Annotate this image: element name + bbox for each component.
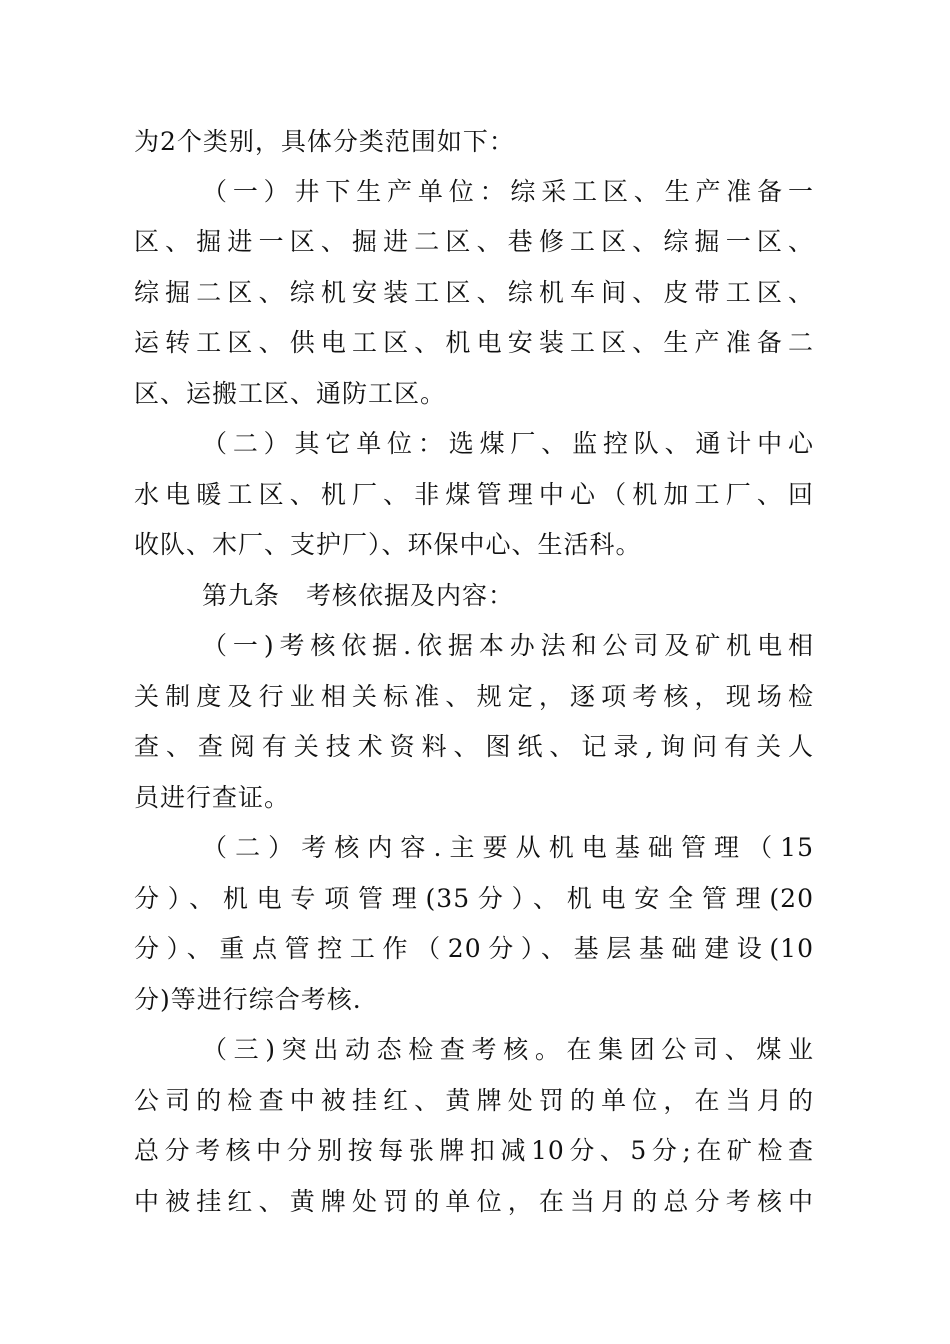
- text-line: （一）井下生产单位：综采工区、生产准备一: [202, 177, 814, 206]
- text-line: 运转工区、供电工区、机电安装工区、生产准备二: [134, 328, 814, 357]
- text-line: 公司的检查中被挂红、黄牌处罚的单位，在当月的: [134, 1086, 814, 1115]
- text-line: 总分考核中分别按每张牌扣减10分、5分;在矿检查: [134, 1136, 814, 1165]
- text-line: 区、运搬工区、通防工区。: [134, 379, 447, 408]
- text-line: 查、查阅有关技术资料、图纸、记录,询问有关人: [134, 732, 814, 761]
- text-line: 关制度及行业相关标准、规定，逐项考核，现场检: [134, 682, 814, 711]
- text-line: （一)考核依据.依据本办法和公司及矿机电相: [202, 631, 814, 660]
- text-line: （三)突出动态检查考核。在集团公司、煤业: [202, 1035, 814, 1064]
- text-line: 综掘二区、综机安装工区、综机车间、皮带工区、: [134, 278, 814, 307]
- text-line: 为2个类别，具体分类范围如下：: [134, 127, 515, 156]
- text-line: 水电暖工区、机厂、非煤管理中心（机加工厂、回: [134, 480, 814, 509]
- text-line: 收队、木厂、支护厂）、环保中心、生活科。: [134, 530, 642, 559]
- text-line: 分）、重点管控工作（20分）、基层基础建设(10: [134, 934, 814, 963]
- text-line: （二）考核内容.主要从机电基础管理（15: [202, 833, 814, 862]
- text-line: 员进行查证。: [134, 783, 291, 812]
- text-line: 分）、机电专项管理(35分）、机电安全管理(20: [134, 884, 814, 913]
- text-line: 区、掘进一区、掘进二区、巷修工区、综掘一区、: [134, 227, 814, 256]
- text-line: 分)等进行综合考核.: [134, 985, 362, 1014]
- article-heading: 第九条 考核依据及内容：: [202, 581, 515, 610]
- text-line: （二）其它单位：选煤厂、监控队、通计中心: [202, 429, 814, 458]
- text-line: 中被挂红、黄牌处罚的单位，在当月的总分考核中: [134, 1187, 814, 1216]
